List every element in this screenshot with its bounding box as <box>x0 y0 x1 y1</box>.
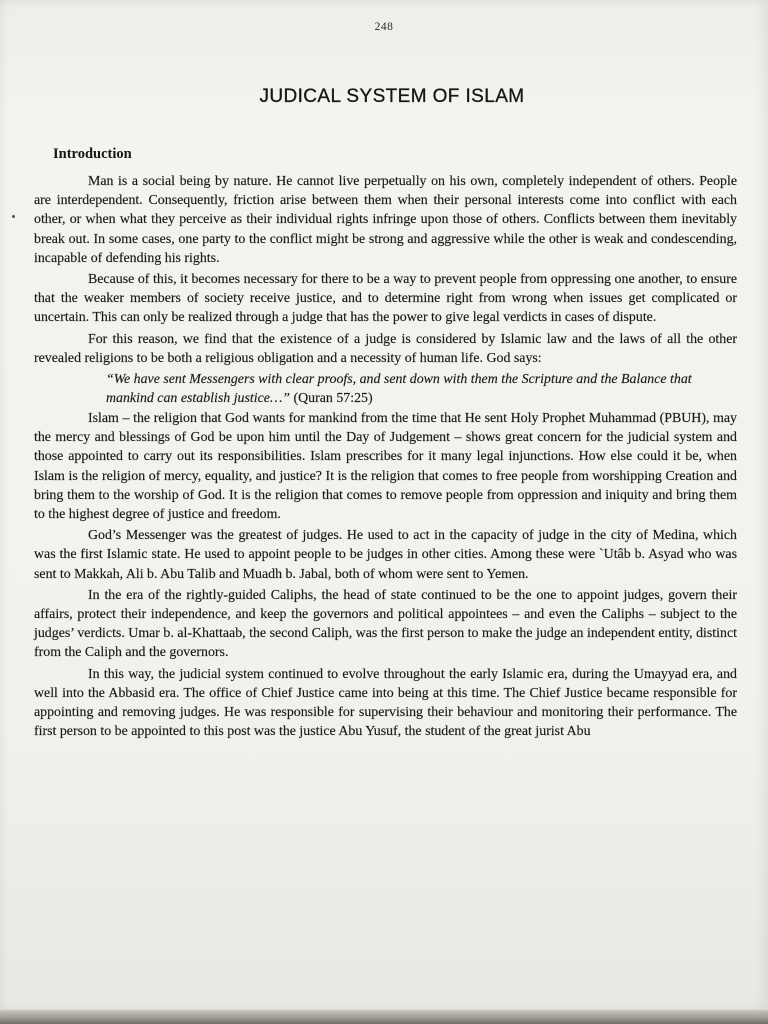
paragraph: In the era of the rightly-guided Caliphs, the head of state continued to be the one to appoint judges, govern their affairs, protect their independence, and keep the governors and political appointees – and even the Caliphs – subject to the judges’ verdicts. Umar b. al-Khattaab, the second Caliph, was the first person to make the judge an independent entity, distinct from the Caliph and the governors. <box>34 587 737 661</box>
chapter-title: JUDICAL SYSTEM OF ISLAM <box>259 86 525 107</box>
page-bottom-edge <box>0 1010 768 1024</box>
paragraph: For this reason, we find that the existence of a judge is considered by Islamic law and the laws of all the other revealed religions to be both a religious obligation and a necessity of human life. God says: <box>34 331 737 366</box>
paragraph: In this way, the judicial system continued to evolve throughout the early Islamic era, during the Umayyad era, and well into the Abbasid era. The office of Chief Justice came into being at this time. The Chief Justice became responsible for appointing and removing judges. He was responsible for supervising their behaviour and monitoring their performance. The first person to be appointed to this post was the justice Abu Yusuf, the student of the great jurist Abu <box>34 666 737 740</box>
section-heading: Introduction <box>53 146 132 162</box>
block-quote <box>34 370 737 408</box>
paragraph: Because of this, it becomes necessary for there to be a way to prevent people from oppressing one another, to ensure that the weaker members of society receive justice, and to determine right from wrong when issues get complicated or uncertain. This can only be realized through a judge that has the power to give legal verdicts in cases of dispute. <box>34 272 737 326</box>
paragraph: God’s Messenger was the greatest of judges. He used to act in the capacity of judge in the city of Medina, which was the first Islamic state. He used to appoint people to be judges in other cities. Among these were `Utâb b. Asyad who was sent to Makkah, Ali b. Abu Talib and Muadh b. Jabal, both of whom were sent to Yemen. <box>34 528 737 582</box>
quote-text: “We have sent Messengers with clear proofs, and sent down with them the Scripture and the Balance that mankind can establish justice…” <box>106 372 692 407</box>
quote-citation: (Quran 57:25) <box>290 391 373 407</box>
page-number: 248 <box>374 21 394 33</box>
margin-mark <box>12 215 15 218</box>
body-text <box>34 172 737 743</box>
paragraph: Man is a social being by nature. He cannot live perpetually on his own, completely independent of others. People are interdependent. Consequently, friction arise between them when their personal interests come into conflict with each other, or when what they perceive as their individual rights infringe upon those of others. Conflicts between them inevitably break out. In some cases, one party to the conflict might be strong and aggressive while the other is weak and condescending, incapable of defending his rights. <box>34 174 737 266</box>
paragraph: Islam – the religion that God wants for mankind from the time that He sent Holy Prophet Muhammad (PBUH), may the mercy and blessings of God be upon him until the Day of Judgement – shows great concern for the judicial system and those appointed to carry out its responsibilities. Islam prescribes for it many legal injunctions. How else could it be, when Islam is the religion of mercy, equality, and justice? It is the religion that comes to free people from worshipping Creation and bring them to the worship of God. It is the religion that comes to remove people from oppression and iniquity and bring them to the highest degree of justice and freedom. <box>34 411 737 523</box>
